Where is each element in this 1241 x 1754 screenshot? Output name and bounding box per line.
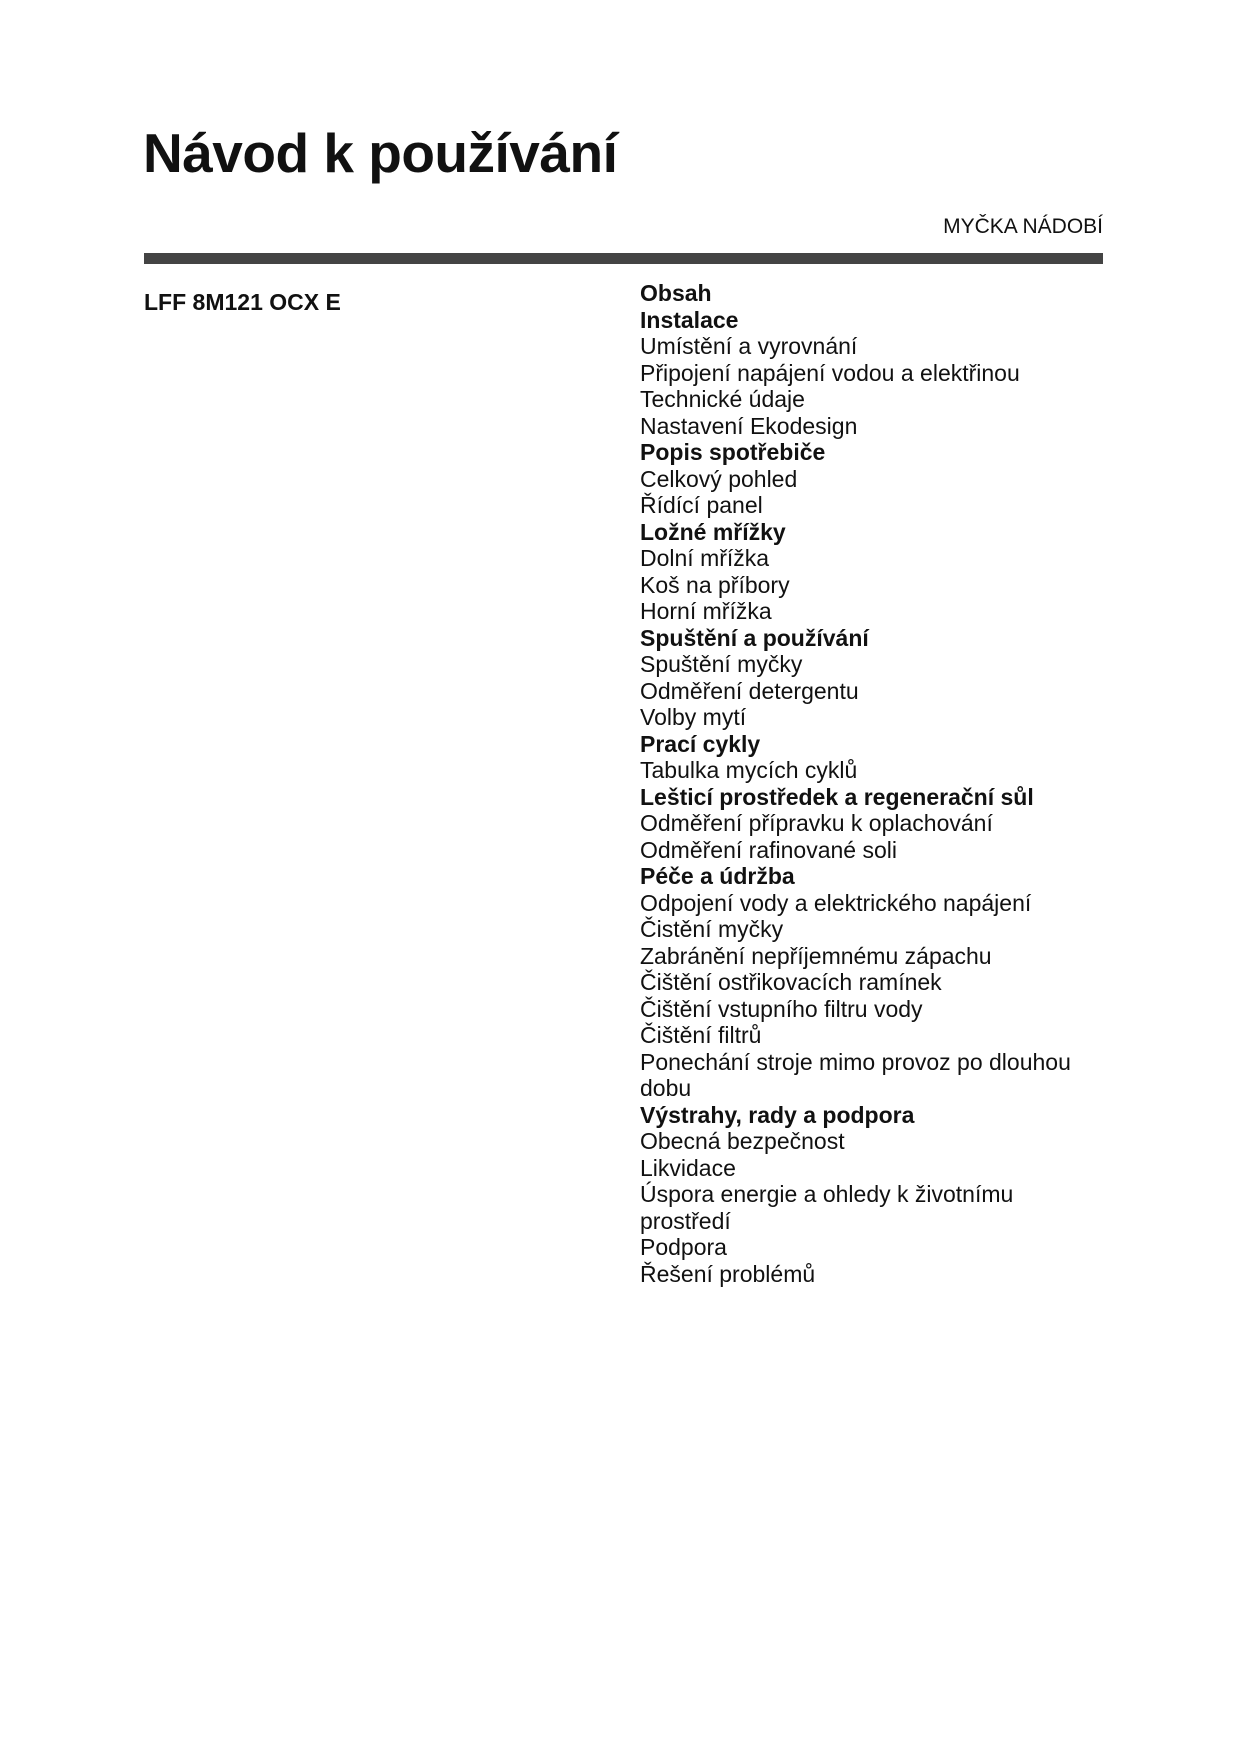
toc-section xyxy=(640,863,1100,1102)
toc-item: Úspora energie a ohledy k životnímu prostředí xyxy=(640,1181,1014,1234)
toc-list xyxy=(640,1128,1100,1287)
toc-item: Řešení problémů xyxy=(640,1260,816,1287)
toc-section-title: Spuštění a používání xyxy=(640,624,869,651)
toc-section-title: Lešticí prostředek a regenerační sůl xyxy=(640,783,1034,810)
toc-section-title: Ložné mřížky xyxy=(640,518,786,545)
header-divider xyxy=(144,253,1103,264)
toc-section xyxy=(640,625,1100,731)
toc-item: Obecná bezpečnost xyxy=(640,1128,845,1154)
toc-section xyxy=(640,519,1100,625)
toc-list xyxy=(640,810,1100,863)
toc-section xyxy=(640,784,1100,864)
toc-list xyxy=(640,890,1100,1102)
toc-section xyxy=(640,731,1100,784)
toc-item: Dolní mřížka xyxy=(640,545,770,571)
product-category: MYČKA NÁDOBÍ xyxy=(943,215,1103,238)
toc-section-title: Výstrahy, rady a podpora xyxy=(640,1101,915,1128)
document-title: Návod k používání xyxy=(143,122,618,184)
toc-item: Nastavení Ekodesign xyxy=(640,412,858,439)
toc-item: Odpojení vody a elektrického napájení xyxy=(640,889,1032,916)
toc-item: Spuštění myčky xyxy=(640,651,803,677)
toc-sections xyxy=(640,307,1100,1288)
toc-list xyxy=(640,545,1100,625)
toc-item: Odměření přípravku k oplachování xyxy=(640,810,993,836)
toc-item: Řídící panel xyxy=(640,492,763,518)
toc-section-title: Prací cykly xyxy=(640,730,761,757)
toc-item: Čištění filtrů xyxy=(640,1022,762,1048)
toc-item: Celkový pohled xyxy=(640,465,798,492)
toc-heading: Obsah xyxy=(640,280,712,306)
toc-list xyxy=(640,466,1100,519)
toc-item: Tabulka mycích cyklů xyxy=(640,757,858,783)
toc-section xyxy=(640,1102,1100,1288)
toc-section xyxy=(640,439,1100,519)
toc-section-title: Instalace xyxy=(640,306,739,333)
toc-list xyxy=(640,333,1100,439)
toc-item: Koš na příbory xyxy=(640,571,790,598)
toc-item: Likvidace xyxy=(640,1154,736,1181)
toc-item: Volby mytí xyxy=(640,704,747,730)
toc-item: Ponechání stroje mimo provoz po dlouhou dobu xyxy=(640,1048,1071,1101)
toc-item: Čistění myčky xyxy=(640,916,784,942)
toc-item: Technické údaje xyxy=(640,386,805,412)
toc-list xyxy=(640,651,1100,731)
toc-item: Umístění a vyrovnání xyxy=(640,333,858,359)
toc-section-title: Popis spotřebiče xyxy=(640,439,826,465)
toc-item: Podpora xyxy=(640,1234,727,1260)
toc-item: Zabránění nepříjemnému zápachu xyxy=(640,942,992,969)
table-of-contents xyxy=(640,280,1100,1287)
toc-item: Připojení napájení vodou a elektřinou xyxy=(640,359,1020,386)
toc-item: Odměření rafinované soli xyxy=(640,836,897,863)
toc-section xyxy=(640,307,1100,440)
toc-item: Odměření detergentu xyxy=(640,677,859,704)
toc-item: Čištění ostřikovacích ramínek xyxy=(640,969,942,995)
toc-item: Čištění vstupního filtru vody xyxy=(640,995,923,1022)
model-number: LFF 8M121 OCX E xyxy=(144,289,341,315)
toc-list xyxy=(640,757,1100,784)
toc-item: Horní mřížka xyxy=(640,598,772,624)
toc-section-title: Péče a údržba xyxy=(640,863,795,889)
